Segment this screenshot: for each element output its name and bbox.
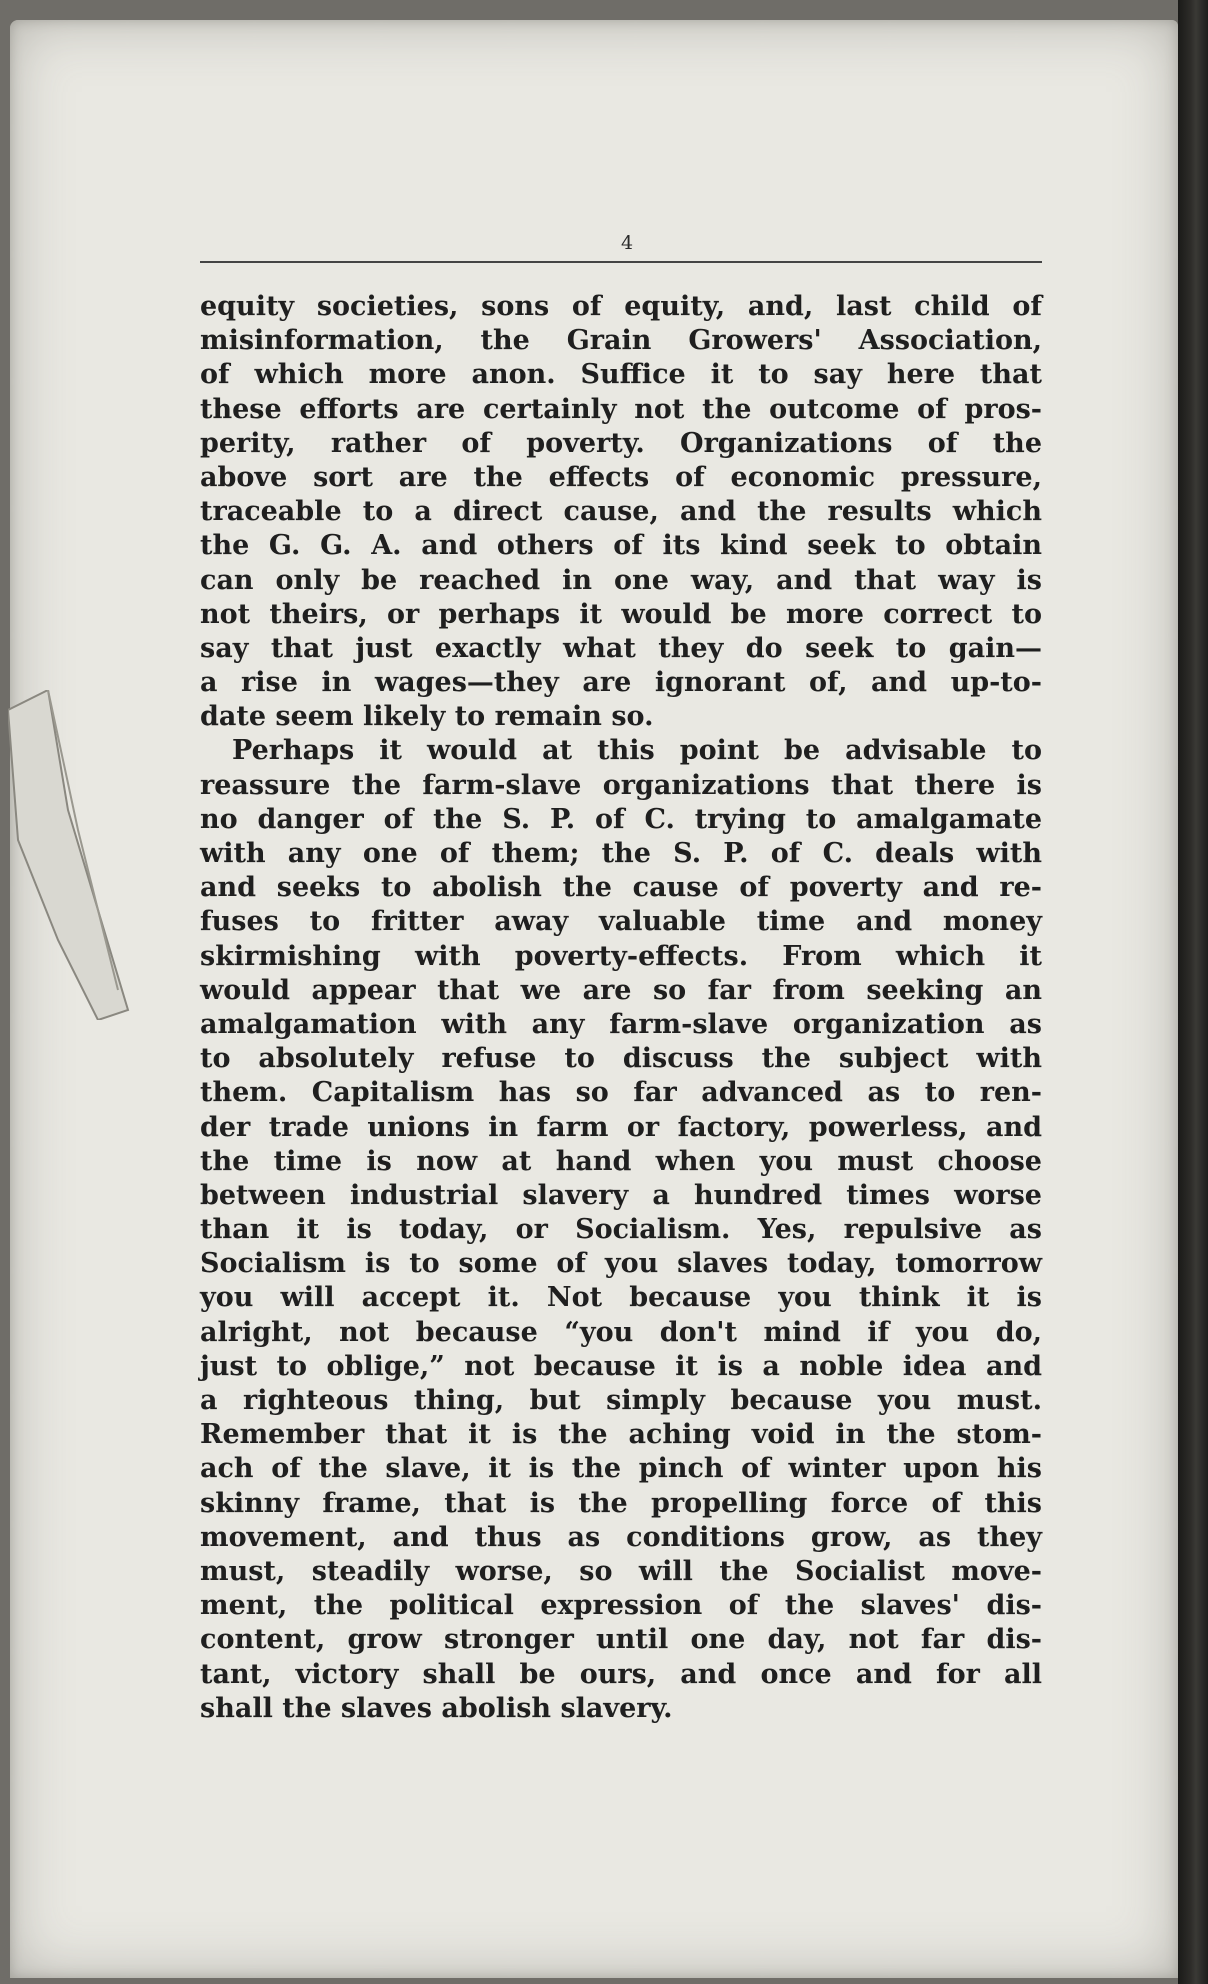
text-line: with any one of them; the S. P. of C. deals with [200,838,1042,869]
text-line: Perhaps it would at this point be advisable to [232,735,1042,767]
text-line: of which more anon. Suffice it to say here that [200,359,1042,391]
torn-page-edge [8,690,148,1020]
text-line: Socialism is to some of you slaves today, tomorrow [200,1248,1042,1280]
text-line: ach of the slave, it is the pinch of winter upon his [200,1453,1042,1485]
text-line: and seeks to abolish the cause of poverty and re- [200,872,1042,904]
header-rule [200,261,1042,263]
text-line: can only be reached in one way, and that way is [200,564,1042,596]
text-line: above sort are the effects of economic pressure, [200,461,1042,493]
text-line: between industrial slavery a hundred times worse [200,1179,1042,1211]
text-line: say that just exactly what they do seek to gain— [200,632,1042,664]
text-line: shall the slaves abolish slavery. [200,1692,673,1724]
text-line: than it is today, or Socialism. Yes, repulsive as [200,1214,1042,1246]
text-line: equity societies, sons of equity, and, last child of [200,291,1042,322]
text-line: not theirs, or perhaps it would be more correct to [200,598,1042,630]
text-line: these efforts are certainly not the outcome of pros- [200,393,1042,425]
text-line: just to oblige,” not because it is a noble idea and [200,1350,1042,1382]
text-line: a righteous thing, but simply because you must. [200,1385,1042,1416]
text-line: you will accept it. Not because you think it is [200,1282,1042,1314]
text-line: tant, victory shall be ours, and once and for all [200,1658,1042,1690]
text-line: traceable to a direct cause, and the results which [200,496,1042,528]
text-line: der trade unions in farm or factory, powerless, and [200,1111,1042,1143]
text-line: reassure the farm-slave organizations that there is [200,769,1042,801]
page-number: 4 [620,232,634,254]
text-line: no danger of the S. P. of C. trying to amalgamate [200,803,1042,835]
text-line: movement, and thus as conditions grow, as they [200,1521,1042,1553]
text-line: date seem likely to remain so. [200,701,654,733]
book-spine-shadow [1178,0,1208,1984]
text-line: the time is now at hand when you must choose [200,1145,1042,1177]
text-line: content, grow stronger until one day, not far dis- [200,1624,1042,1656]
text-line: fuses to fritter away valuable time and money [200,906,1042,938]
text-line: skirmishing with poverty-effects. From which it [200,940,1042,972]
text-line: to absolutely refuse to discuss the subject with [200,1043,1042,1075]
text-line: ment, the political expression of the slaves' dis- [200,1590,1042,1622]
text-line: Remember that it is the aching void in the stom- [200,1419,1042,1451]
body-text [200,290,1042,1726]
text-line: must, steadily worse, so will the Socialist move- [200,1555,1042,1587]
text-line: perity, rather of poverty. Organizations of the [200,427,1042,459]
text-line: misinformation, the Grain Growers' Association, [200,325,1042,357]
text-line: would appear that we are so far from seeking an [200,974,1042,1006]
text-line: amalgamation with any farm-slave organization as [200,1008,1042,1040]
text-line: a rise in wages—they are ignorant of, and up-to- [200,667,1042,699]
text-line: alright, not because “you don't mind if you do, [200,1316,1042,1348]
text-line: the G. G. A. and others of its kind seek to obtain [200,530,1042,562]
text-line: them. Capitalism has so far advanced as to ren- [200,1077,1042,1109]
text-line: skinny frame, that is the propelling force of this [200,1487,1042,1519]
